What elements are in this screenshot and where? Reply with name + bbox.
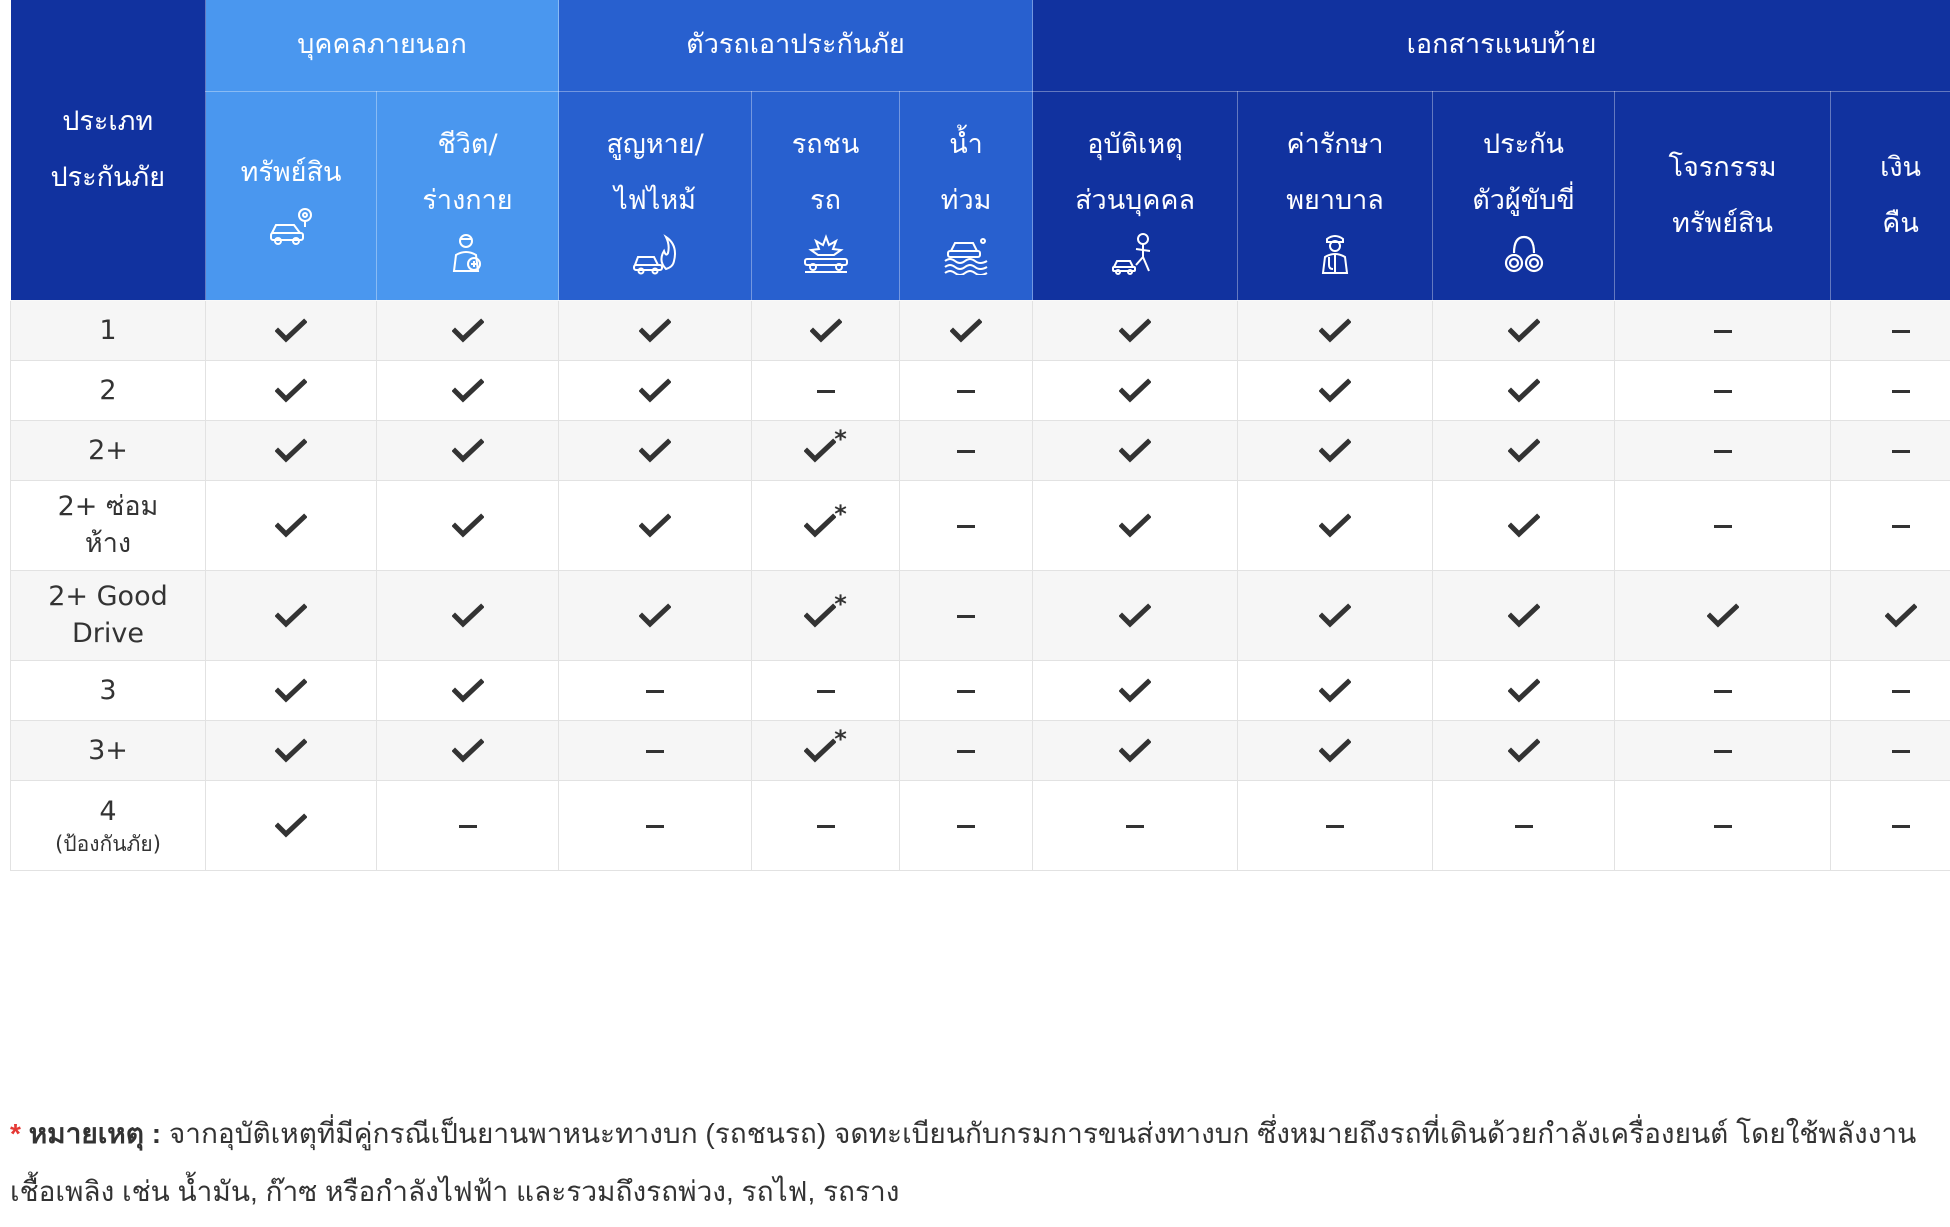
check-icon	[275, 603, 307, 629]
coverage-cell-personal-accident	[1033, 570, 1238, 660]
coverage-cell-property-theft	[1615, 570, 1831, 660]
accident-person-icon	[1112, 231, 1158, 275]
coverage-cell-driver-bail	[1433, 780, 1615, 870]
insurance-type-cell	[11, 570, 206, 660]
coverage-cell-driver-bail	[1433, 360, 1615, 420]
check-icon	[639, 438, 671, 464]
coverage-cell-property	[206, 300, 377, 360]
coverage-cell-driver-bail	[1433, 300, 1615, 360]
coverage-cell-cash-back	[1831, 300, 1950, 360]
coverage-cell-property-theft	[1615, 420, 1831, 480]
coverage-cell-life-body	[377, 360, 559, 420]
check-icon	[1119, 678, 1151, 704]
dash-icon	[1892, 690, 1910, 693]
coverage-cell-cash-back	[1831, 420, 1950, 480]
dash-icon	[817, 390, 835, 393]
coverage-cell-property	[206, 660, 377, 720]
check-icon	[1319, 318, 1351, 344]
coverage-cell-cash-back	[1831, 480, 1950, 570]
handcuffs-icon	[1501, 231, 1547, 275]
group-header-attachments: เอกสารแนบท้าย	[1033, 0, 1950, 91]
coverage-cell-property	[206, 420, 377, 480]
coverage-cell-driver-bail	[1433, 420, 1615, 480]
coverage-cell-flood	[900, 480, 1033, 570]
footnote-star: *	[834, 589, 847, 618]
coverage-cell-car-collision	[752, 300, 900, 360]
coverage-cell-property-theft	[1615, 660, 1831, 720]
insurance-type-cell	[11, 780, 206, 870]
check-icon	[1119, 318, 1151, 344]
insurance-type-cell	[11, 720, 206, 780]
check-icon	[639, 318, 671, 344]
coverage-cell-personal-accident	[1033, 420, 1238, 480]
footnote-star: *	[834, 724, 847, 753]
coverage-cell-medical	[1238, 780, 1433, 870]
coverage-cell-loss-fire	[559, 660, 752, 720]
check-icon	[275, 678, 307, 704]
insurance-type-label: 4	[99, 795, 117, 827]
dash-icon	[817, 825, 835, 828]
check-icon	[1508, 678, 1540, 704]
coverage-cell-personal-accident	[1033, 300, 1238, 360]
coverage-cell-medical	[1238, 360, 1433, 420]
coverage-cell-loss-fire	[559, 300, 752, 360]
coverage-cell-flood	[900, 660, 1033, 720]
column-header-label: ประกัน	[1483, 128, 1564, 160]
dash-icon	[1714, 330, 1732, 333]
coverage-cell-loss-fire	[559, 420, 752, 480]
check-icon	[275, 813, 307, 839]
column-header-personal-accident	[1033, 91, 1238, 300]
insurance-type-cell	[11, 360, 206, 420]
coverage-cell-driver-bail	[1433, 570, 1615, 660]
coverage-cell-flood	[900, 570, 1033, 660]
check-icon	[1319, 378, 1351, 404]
check-icon	[804, 438, 836, 464]
column-header-label: ตัวผู้ขับขี่	[1472, 184, 1575, 216]
dash-icon	[1714, 825, 1732, 828]
table-row	[11, 300, 1950, 360]
coverage-cell-life-body	[377, 780, 559, 870]
check-icon	[1508, 318, 1540, 344]
dash-icon	[1515, 825, 1533, 828]
dash-icon	[957, 615, 975, 618]
coverage-cell-cash-back	[1831, 780, 1950, 870]
insurance-type-label: 2+	[88, 434, 128, 466]
coverage-cell-medical	[1238, 300, 1433, 360]
car-pin-icon	[268, 203, 314, 247]
column-header-label: ท่วม	[940, 184, 992, 216]
column-header-medical	[1238, 91, 1433, 300]
coverage-cell-property-theft	[1615, 720, 1831, 780]
dash-icon	[1714, 690, 1732, 693]
insurance-type-label: 1	[99, 314, 117, 346]
coverage-cell-property	[206, 360, 377, 420]
coverage-cell-car-collision	[752, 570, 900, 660]
coverage-cell-flood	[900, 360, 1033, 420]
check-icon	[275, 438, 307, 464]
coverage-cell-car-collision	[752, 660, 900, 720]
flood-car-icon	[943, 231, 989, 275]
coverage-cell-flood	[900, 720, 1033, 780]
check-icon	[1319, 513, 1351, 539]
check-icon	[639, 378, 671, 404]
column-header-label: ทรัพย์สิน	[240, 156, 342, 188]
insurance-type-header-line: ประเภท	[62, 105, 154, 137]
check-icon	[452, 438, 484, 464]
coverage-cell-personal-accident	[1033, 780, 1238, 870]
check-icon	[452, 513, 484, 539]
dash-icon	[1892, 390, 1910, 393]
insurance-type-header	[11, 0, 206, 300]
coverage-cell-loss-fire	[559, 360, 752, 420]
dash-icon	[1326, 825, 1344, 828]
dash-icon	[1714, 525, 1732, 528]
insurance-type-label: 2+ Good Drive	[48, 581, 168, 649]
column-header-flood	[900, 91, 1033, 300]
coverage-cell-personal-accident	[1033, 720, 1238, 780]
insurance-type-cell	[11, 660, 206, 720]
dash-icon	[817, 690, 835, 693]
doctor-icon	[1312, 231, 1358, 275]
insurance-type-cell	[11, 420, 206, 480]
dash-icon	[957, 690, 975, 693]
check-icon	[1508, 738, 1540, 764]
coverage-cell-flood	[900, 780, 1033, 870]
dash-icon	[957, 390, 975, 393]
check-icon	[275, 738, 307, 764]
dash-icon	[1714, 750, 1732, 753]
coverage-cell-property	[206, 480, 377, 570]
column-header-label: ร่างกาย	[422, 184, 513, 216]
coverage-cell-loss-fire	[559, 720, 752, 780]
check-icon	[810, 318, 842, 344]
column-header-cash-back	[1831, 91, 1950, 300]
check-icon	[639, 603, 671, 629]
footnote-asterisk: *	[10, 1118, 21, 1149]
coverage-cell-life-body	[377, 570, 559, 660]
check-icon	[1119, 438, 1151, 464]
table-row	[11, 420, 1950, 480]
coverage-cell-life-body	[377, 420, 559, 480]
check-icon	[1119, 513, 1151, 539]
coverage-cell-property-theft	[1615, 480, 1831, 570]
coverage-cell-car-collision	[752, 480, 900, 570]
coverage-cell-cash-back	[1831, 570, 1950, 660]
table-row	[11, 480, 1950, 570]
column-header-life-body	[377, 91, 559, 300]
car-crash-icon	[803, 231, 849, 275]
coverage-cell-property-theft	[1615, 360, 1831, 420]
column-header-label: เงิน	[1880, 151, 1921, 183]
coverage-cell-medical	[1238, 660, 1433, 720]
footnote-star: *	[834, 424, 847, 453]
dash-icon	[957, 450, 975, 453]
check-icon	[1119, 603, 1151, 629]
column-header-label: ทรัพย์สิน	[1672, 207, 1773, 239]
column-header-label: รถชน	[791, 128, 860, 160]
coverage-cell-medical	[1238, 480, 1433, 570]
coverage-cell-car-collision	[752, 420, 900, 480]
column-header-label: คืน	[1882, 207, 1919, 239]
column-header-label: ส่วนบุคคล	[1075, 184, 1195, 216]
check-icon	[1707, 603, 1739, 629]
check-icon	[1119, 378, 1151, 404]
coverage-cell-cash-back	[1831, 360, 1950, 420]
coverage-cell-personal-accident	[1033, 660, 1238, 720]
check-icon	[950, 318, 982, 344]
column-header-loss-fire	[559, 91, 752, 300]
check-icon	[1319, 438, 1351, 464]
coverage-cell-cash-back	[1831, 660, 1950, 720]
column-header-label: อุบัติเหตุ	[1087, 128, 1183, 160]
coverage-cell-driver-bail	[1433, 660, 1615, 720]
column-header-label: ชีวิต/	[437, 128, 498, 160]
coverage-table	[10, 0, 1950, 871]
column-header-property	[206, 91, 377, 300]
dash-icon	[957, 825, 975, 828]
coverage-cell-personal-accident	[1033, 480, 1238, 570]
insurance-type-label: 3	[99, 674, 117, 706]
check-icon	[275, 378, 307, 404]
footnote	[10, 1105, 1945, 1221]
coverage-cell-driver-bail	[1433, 720, 1615, 780]
check-icon	[452, 603, 484, 629]
insurance-type-cell	[11, 480, 206, 570]
coverage-cell-medical	[1238, 570, 1433, 660]
coverage-cell-flood	[900, 420, 1033, 480]
coverage-cell-property	[206, 720, 377, 780]
footnote-label: หมายเหตุ :	[28, 1118, 162, 1149]
coverage-cell-personal-accident	[1033, 360, 1238, 420]
coverage-cell-life-body	[377, 660, 559, 720]
coverage-cell-life-body	[377, 300, 559, 360]
check-icon	[452, 318, 484, 344]
coverage-cell-life-body	[377, 480, 559, 570]
dash-icon	[1892, 525, 1910, 528]
check-icon	[1319, 603, 1351, 629]
check-icon	[452, 678, 484, 704]
check-icon	[1508, 603, 1540, 629]
coverage-cell-medical	[1238, 720, 1433, 780]
insurance-type-label: 2	[99, 374, 117, 406]
column-header-label: รถ	[810, 184, 841, 216]
dash-icon	[1892, 330, 1910, 333]
check-icon	[639, 513, 671, 539]
check-icon	[452, 378, 484, 404]
check-icon	[1319, 738, 1351, 764]
car-fire-icon	[632, 231, 678, 275]
coverage-cell-car-collision	[752, 360, 900, 420]
dash-icon	[646, 750, 664, 753]
dash-icon	[1126, 825, 1144, 828]
check-icon	[1319, 678, 1351, 704]
check-icon	[1508, 513, 1540, 539]
footnote-star: *	[834, 499, 847, 528]
coverage-cell-property	[206, 780, 377, 870]
dash-icon	[459, 825, 477, 828]
dash-icon	[1714, 390, 1732, 393]
coverage-cell-loss-fire	[559, 780, 752, 870]
column-header-label: ไฟไหม้	[614, 184, 696, 216]
table-row	[11, 360, 1950, 420]
coverage-cell-property-theft	[1615, 780, 1831, 870]
coverage-cell-car-collision	[752, 720, 900, 780]
coverage-cell-life-body	[377, 720, 559, 780]
coverage-cell-property	[206, 570, 377, 660]
check-icon	[1508, 378, 1540, 404]
dash-icon	[646, 825, 664, 828]
group-header-third-party: บุคคลภายนอก	[206, 0, 559, 91]
coverage-cell-loss-fire	[559, 480, 752, 570]
check-icon	[452, 738, 484, 764]
table-row	[11, 780, 1950, 870]
column-header-label: น้ำ	[949, 128, 983, 160]
check-icon	[1119, 738, 1151, 764]
dash-icon	[1892, 450, 1910, 453]
table-row	[11, 660, 1950, 720]
footnote-text: จากอุบัติเหตุที่มีคู่กรณีเป็นยานพาหนะทางบก (รถชนรถ) จดทะเบียนกับกรมการขนส่งทางบก ซึ่งหมายถึงรถที่เดินด้วยกำลังเครื่องยนต์ โดยใช้พลังงานเชื้อเพลิง เช่น น้ำมัน, ก๊าซ หรือกำลังไฟฟ้า และรวมถึงรถพ่วง, รถไฟ, รถราง	[10, 1118, 1917, 1207]
coverage-cell-flood	[900, 300, 1033, 360]
dash-icon	[646, 690, 664, 693]
table-row	[11, 720, 1950, 780]
coverage-cell-medical	[1238, 420, 1433, 480]
check-icon	[1885, 603, 1917, 629]
check-icon	[804, 738, 836, 764]
coverage-cell-car-collision	[752, 780, 900, 870]
check-icon	[275, 513, 307, 539]
insurance-type-header-line: ประกันภัย	[50, 161, 166, 193]
coverage-table-container	[10, 0, 1950, 871]
check-icon	[275, 318, 307, 344]
column-header-label: โจรกรรม	[1668, 151, 1777, 183]
group-header-insured-car: ตัวรถเอาประกันภัย	[559, 0, 1033, 91]
column-header-property-theft	[1615, 91, 1831, 300]
dash-icon	[1892, 750, 1910, 753]
dash-icon	[957, 525, 975, 528]
coverage-cell-loss-fire	[559, 570, 752, 660]
coverage-cell-cash-back	[1831, 720, 1950, 780]
injured-person-icon	[445, 231, 491, 275]
column-header-car-collision	[752, 91, 900, 300]
insurance-type-sublabel: (ป้องกันภัย)	[55, 831, 161, 856]
insurance-type-label: 3+	[88, 734, 128, 766]
insurance-type-cell	[11, 300, 206, 360]
coverage-cell-property-theft	[1615, 300, 1831, 360]
check-icon	[1508, 438, 1540, 464]
column-header-label: พยาบาล	[1286, 184, 1384, 216]
table-row	[11, 570, 1950, 660]
column-header-label: สูญหาย/	[606, 128, 704, 160]
column-header-label: ค่ารักษา	[1286, 128, 1384, 160]
dash-icon	[1714, 450, 1732, 453]
coverage-cell-driver-bail	[1433, 480, 1615, 570]
column-header-driver-bail	[1433, 91, 1615, 300]
dash-icon	[957, 750, 975, 753]
check-icon	[804, 603, 836, 629]
dash-icon	[1892, 825, 1910, 828]
insurance-type-label: 2+ ซ่อม ห้าง	[57, 491, 159, 559]
check-icon	[804, 513, 836, 539]
